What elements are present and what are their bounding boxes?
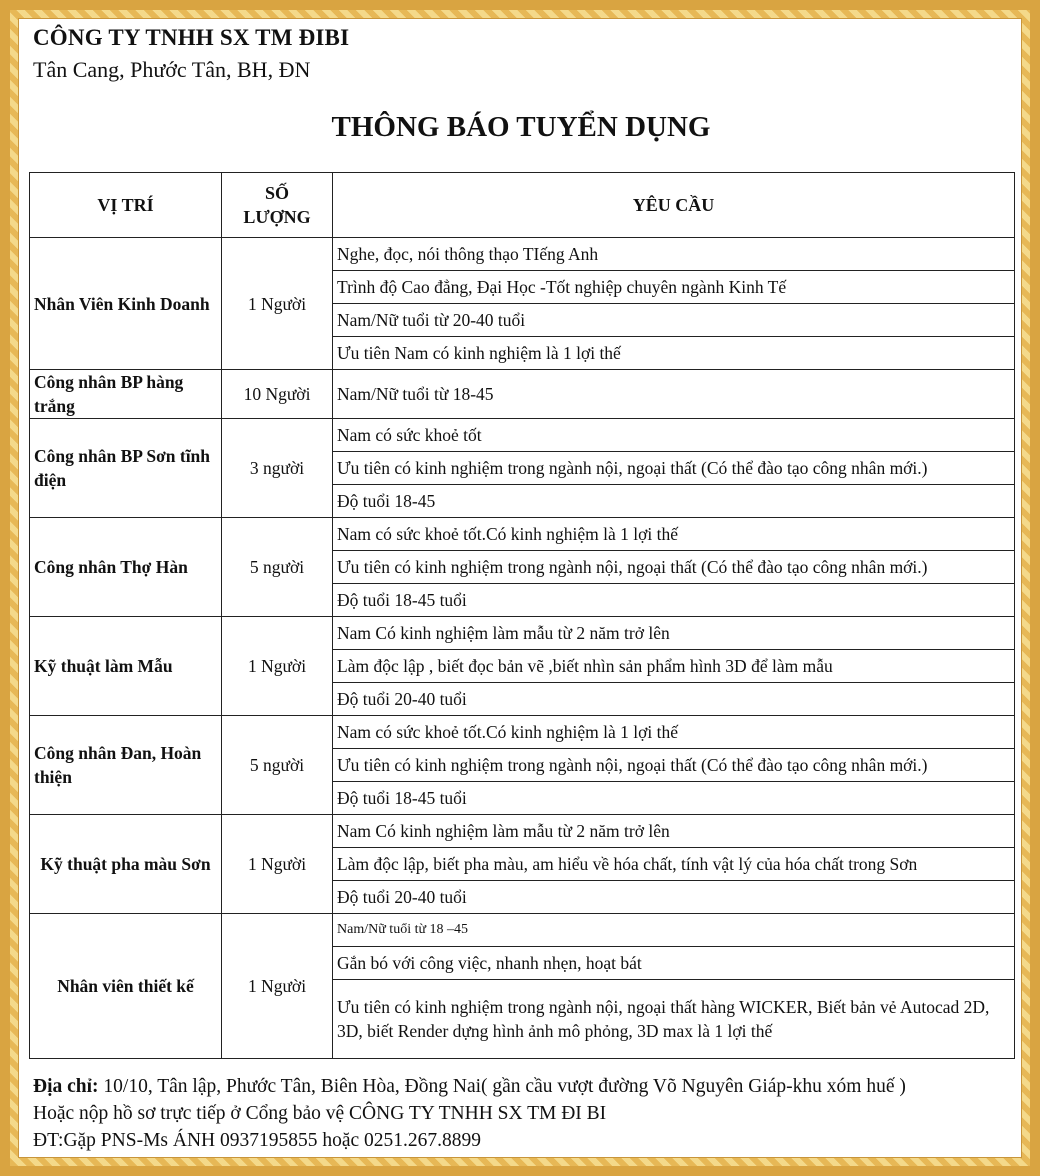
job-quantity: 1 Người [222,617,333,716]
job-requirement: Trình độ Cao đẳng, Đại Học -Tốt nghiệp chuyên ngành Kinh Tế [333,271,1015,304]
job-requirement: Nghe, đọc, nói thông thạo TIếng Anh [333,238,1015,271]
table-row [30,815,1015,848]
job-position: Công nhân Đan, Hoàn thiện [30,716,222,815]
table-header-row [30,173,1015,238]
recruitment-table [29,172,1015,1059]
job-quantity: 3 người [222,419,333,518]
header-quantity [222,173,333,238]
footer-contact-line: ĐT:Gặp PNS-Ms ÁNH 0937195855 hoặc 0251.267.8899 [33,1130,482,1151]
job-position: Công nhân Thợ Hàn [30,518,222,617]
job-requirement: Nam Có kinh nghiệm làm mẫu từ 2 năm trở lên [333,815,1015,848]
job-requirement: Làm độc lập , biết đọc bản vẽ ,biết nhìn sản phẩm hình 3D để làm mẫu [333,650,1015,683]
table-row [30,716,1015,749]
table-row [30,518,1015,551]
job-requirement: Nam/Nữ tuổi từ 20-40 tuổi [333,304,1015,337]
job-quantity: 5 người [222,716,333,815]
table-row [30,238,1015,271]
footer-address-line [33,1073,906,1100]
job-requirement: Gắn bó với công việc, nhanh nhẹn, hoạt bát [333,947,1015,980]
footer-address-label: Địa chỉ: [33,1076,99,1097]
job-requirement: Ưu tiên có kinh nghiệm trong ngành nội, ngoại thất (Có thể đào tạo công nhân mới.) [333,749,1015,782]
page-title: THÔNG BÁO TUYỂN DỤNG [331,111,711,143]
job-requirement: Độ tuổi 18-45 tuổi [333,584,1015,617]
table-row [30,419,1015,452]
table-row [30,914,1015,947]
job-requirement: Ưu tiên Nam có kinh nghiệm là 1 lợi thế [333,337,1015,370]
job-requirement: Độ tuổi 18-45 tuổi [333,782,1015,815]
header-quantity-line1: SỐ [264,183,289,203]
job-position: Nhân viên thiết kế [30,914,222,1059]
job-quantity: 1 Người [222,815,333,914]
job-requirement: Ưu tiên có kinh nghiệm trong ngành nội, ngoại thất (Có thể đào tạo công nhân mới.) [333,452,1015,485]
job-position: Nhân Viên Kinh Doanh [30,238,222,370]
header-position: VỊ TRÍ [30,173,222,238]
table-row [30,370,1015,419]
job-requirement: Ưu tiên có kinh nghiệm trong ngành nội, ngoại thất (Có thể đào tạo công nhân mới.) [333,551,1015,584]
company-address: Tân Cang, Phước Tân, BH, ĐN [33,57,311,82]
job-requirement: Độ tuổi 20-40 tuổi [333,683,1015,716]
table-row [30,617,1015,650]
job-requirement: Độ tuổi 20-40 tuổi [333,881,1015,914]
job-requirement: Độ tuổi 18-45 [333,485,1015,518]
job-requirement: Làm độc lập, biết pha màu, am hiểu về hóa chất, tính vật lý của hóa chất trong Sơn [333,848,1015,881]
job-requirement: Nam có sức khoẻ tốt.Có kinh nghiệm là 1 lợi thế [333,518,1015,551]
job-quantity: 1 Người [222,238,333,370]
job-requirement: Nam/Nữ tuổi từ 18-45 [333,370,1015,419]
job-quantity: 1 Người [222,914,333,1059]
job-requirement: Nam có sức khoẻ tốt.Có kinh nghiệm là 1 lợi thế [333,716,1015,749]
header-quantity-line2: LƯỢNG [243,207,311,227]
job-position: Công nhân BP hàng trắng [30,370,222,419]
notice-page [18,18,1022,1158]
company-name: CÔNG TY TNHH SX TM ĐIBI [33,25,350,50]
job-requirement: Nam Có kinh nghiệm làm mẫu từ 2 năm trở lên [333,617,1015,650]
footer-submit-line: Hoặc nộp hồ sơ trực tiếp ở Cổng bảo vệ CÔNG TY TNHH SX TM ĐI BI [33,1103,607,1124]
job-requirement: Nam có sức khoẻ tốt [333,419,1015,452]
job-quantity: 10 Người [222,370,333,419]
job-requirement: Nam/Nữ tuổi từ 18 –45 [333,914,1015,947]
job-position: Kỹ thuật làm Mẫu [30,617,222,716]
job-position: Kỹ thuật pha màu Sơn [30,815,222,914]
job-quantity: 5 người [222,518,333,617]
job-requirement: Ưu tiên có kinh nghiệm trong ngành nội, ngoại thất hàng WICKER, Biết bản vẻ Autocad 2D, 3D, biết Render dựng hình ảnh mô phỏng, 3D max là 1 lợi thế [333,980,1015,1059]
header-requirements: YÊU CẦU [333,173,1015,238]
footer-address-value: 10/10, Tân lập, Phước Tân, Biên Hòa, Đồng Nai( gần cầu vượt đường Võ Nguyên Giáp-khu xóm huế ) [98,1076,906,1097]
contact-footer [33,1073,906,1154]
job-position: Công nhân BP Sơn tĩnh điện [30,419,222,518]
